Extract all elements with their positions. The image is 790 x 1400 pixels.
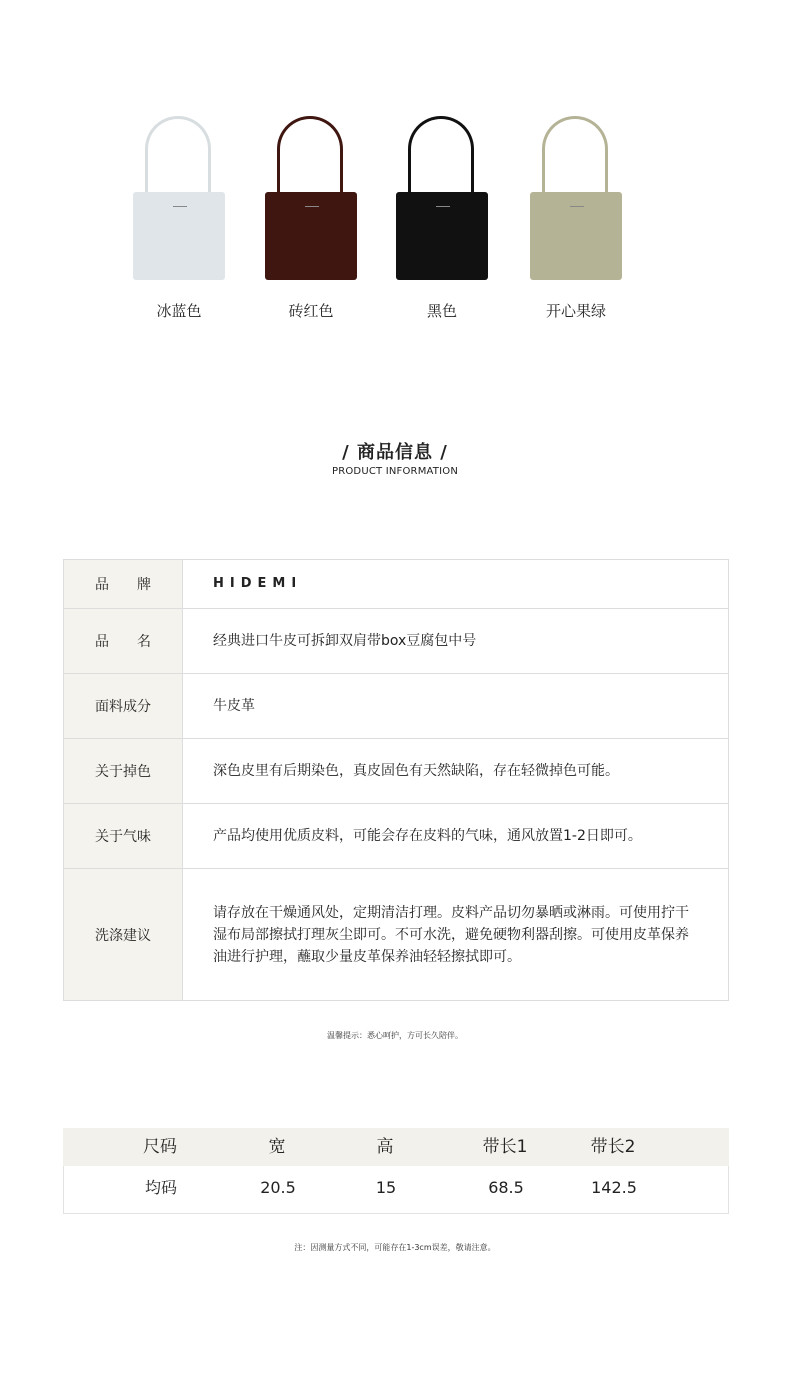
section-subtitle: PRODUCT INFORMATION bbox=[331, 466, 459, 477]
size-note: 注：因测量方式不同，可能存在1-3cm误差，敬请注意。 bbox=[294, 1243, 496, 1252]
info-value: 请存放在干燥通风处，定期清洁打理。皮料产品切勿暴晒或淋雨。可使用拧干湿布局部擦拭打理灰尘即可。不可水洗，避免硬物利器刮擦。可使用皮革保养油进行护理，蘸取少量皮革保养油轻轻擦拭即可。 bbox=[183, 869, 729, 1001]
info-key: 关于气味 bbox=[64, 804, 183, 869]
bag-image bbox=[530, 110, 622, 282]
bag-logo bbox=[436, 206, 450, 207]
info-value: 牛皮革 bbox=[183, 674, 729, 739]
width-cell: 20.5 bbox=[260, 1178, 296, 1197]
size-table-row bbox=[63, 1166, 729, 1214]
info-row-material bbox=[64, 674, 729, 739]
size-header: 尺码 bbox=[143, 1137, 177, 1157]
width-header: 宽 bbox=[268, 1137, 286, 1157]
color-label: 砖红色 bbox=[288, 302, 334, 320]
size-table-header bbox=[63, 1128, 729, 1166]
info-key: 面料成分 bbox=[64, 674, 183, 739]
bag-image bbox=[265, 110, 357, 282]
info-value: 产品均使用优质皮料，可能会存在皮料的气味，通风放置1-2日即可。 bbox=[183, 804, 729, 869]
size-table bbox=[63, 1128, 729, 1214]
info-value: HIDEMI bbox=[183, 560, 729, 609]
strap1-header: 带长1 bbox=[482, 1137, 528, 1157]
info-key: 品 名 bbox=[64, 609, 183, 674]
color-label: 开心果绿 bbox=[545, 302, 606, 320]
info-row-odor bbox=[64, 804, 729, 869]
section-title: / 商品信息 / bbox=[342, 442, 448, 463]
strap1-cell: 68.5 bbox=[488, 1178, 524, 1197]
info-row-fading bbox=[64, 739, 729, 804]
info-key: 洗涤建议 bbox=[64, 869, 183, 1001]
bag-logo bbox=[570, 206, 584, 207]
height-header: 高 bbox=[376, 1137, 394, 1157]
color-label: 黑色 bbox=[426, 302, 457, 320]
info-row-name bbox=[64, 609, 729, 674]
strap2-cell: 142.5 bbox=[591, 1178, 637, 1197]
product-info-table bbox=[63, 559, 729, 1001]
bag-logo bbox=[305, 206, 319, 207]
height-cell: 15 bbox=[375, 1178, 397, 1197]
info-key: 品 牌 bbox=[64, 560, 183, 609]
info-value: 深色皮里有后期染色，真皮固色有天然缺陷，存在轻微掉色可能。 bbox=[183, 739, 729, 804]
bag-image bbox=[133, 110, 225, 282]
care-tip: 温馨提示：悉心呵护，方可长久陪伴。 bbox=[327, 1031, 463, 1040]
color-label: 冰蓝色 bbox=[156, 302, 202, 320]
size-cell: 均码 bbox=[144, 1178, 177, 1197]
info-row-care bbox=[64, 869, 729, 1001]
info-key: 关于掉色 bbox=[64, 739, 183, 804]
strap2-header: 带长2 bbox=[590, 1137, 636, 1157]
info-value: 经典进口牛皮可拆卸双肩带box豆腐包中号 bbox=[183, 609, 729, 674]
bag-logo bbox=[173, 206, 187, 207]
bag-image bbox=[396, 110, 488, 282]
info-row-brand bbox=[64, 560, 729, 609]
